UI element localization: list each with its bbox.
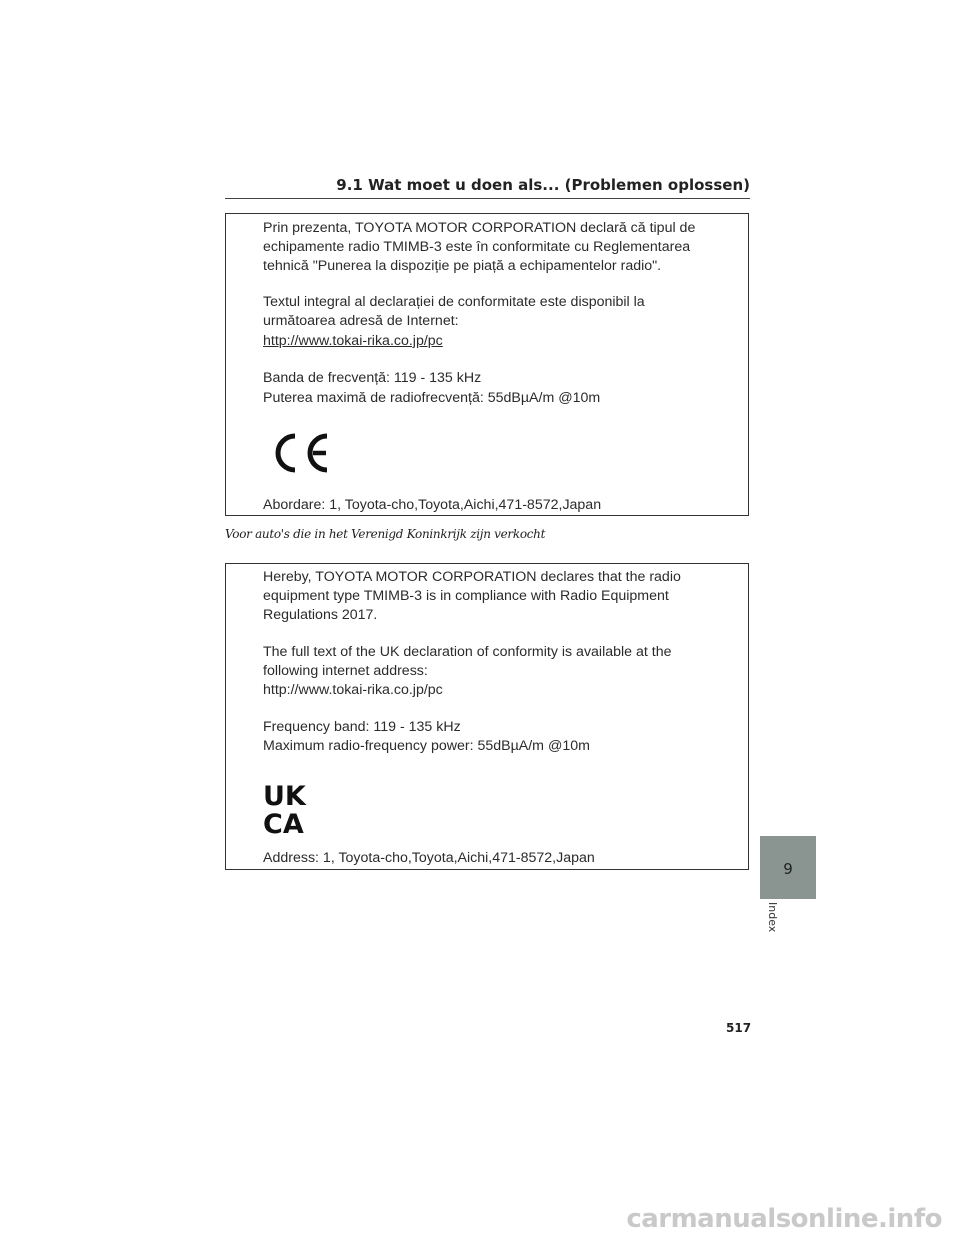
uk-line: following internet address: bbox=[263, 663, 428, 679]
ce-mark-logo bbox=[270, 432, 332, 474]
ro-line: Puterea maximă de radiofrecvență: 55dBµA/m @10m bbox=[263, 390, 601, 406]
uk-line: The full text of the UK declaration of conformity is available at the bbox=[263, 644, 672, 660]
uk-line: equipment type TMIMB-3 is in compliance with Radio Equipment bbox=[263, 588, 669, 604]
uk-section-caption: Voor auto's die in het Verenigd Koninkrijk zijn verkocht bbox=[225, 527, 546, 541]
uk-declaration-box bbox=[225, 563, 749, 870]
uk-line: Hereby, TOYOTA MOTOR CORPORATION declares that the radio bbox=[263, 569, 681, 585]
ro-line: echipamente radio TMIMB-3 este în conformitate cu Reglementarea bbox=[263, 239, 691, 255]
ro-url-link[interactable]: http://www.tokai-rika.co.jp/pc bbox=[263, 333, 443, 349]
chapter-tab-label: Index bbox=[766, 902, 779, 933]
ro-address-line: Abordare: 1, Toyota-cho,Toyota,Aichi,471-8572,Japan bbox=[263, 497, 602, 513]
chapter-tab[interactable] bbox=[760, 836, 816, 899]
ro-line: următoarea adresă de Internet: bbox=[263, 313, 459, 329]
ukca-mark-top: UK bbox=[263, 781, 306, 812]
watermark-text: carmanualsonline.info bbox=[626, 1204, 942, 1234]
uk-line: Frequency band: 119 - 135 kHz bbox=[263, 719, 461, 735]
ro-line: Prin prezenta, TOYOTA MOTOR CORPORATION declară că tipul de bbox=[263, 220, 696, 236]
ro-line: Banda de frecvență: 119 - 135 kHz bbox=[263, 370, 482, 386]
uk-url: http://www.tokai-rika.co.jp/pc bbox=[263, 682, 443, 698]
uk-address-line: Address: 1, Toyota-cho,Toyota,Aichi,471-8572,Japan bbox=[263, 850, 595, 866]
page-number: 517 bbox=[726, 1021, 752, 1035]
uk-line: Regulations 2017. bbox=[263, 607, 378, 623]
uk-line: Maximum radio-frequency power: 55dBµA/m @10m bbox=[263, 738, 590, 754]
page-header-title: 9.1 Wat moet u doen als... (Problemen oplossen) bbox=[336, 176, 750, 194]
ukca-mark-bottom: CA bbox=[263, 809, 304, 835]
ro-line: tehnică "Punerea la dispoziție pe piață a echipamentelor radio". bbox=[263, 258, 662, 274]
chapter-tab-number: 9 bbox=[783, 860, 793, 878]
ukca-mark-logo bbox=[263, 781, 317, 835]
ro-line: Textul integral al declarației de conformitate este disponibil la bbox=[263, 294, 645, 310]
header-divider bbox=[225, 198, 750, 199]
romanian-declaration-box bbox=[225, 213, 749, 516]
